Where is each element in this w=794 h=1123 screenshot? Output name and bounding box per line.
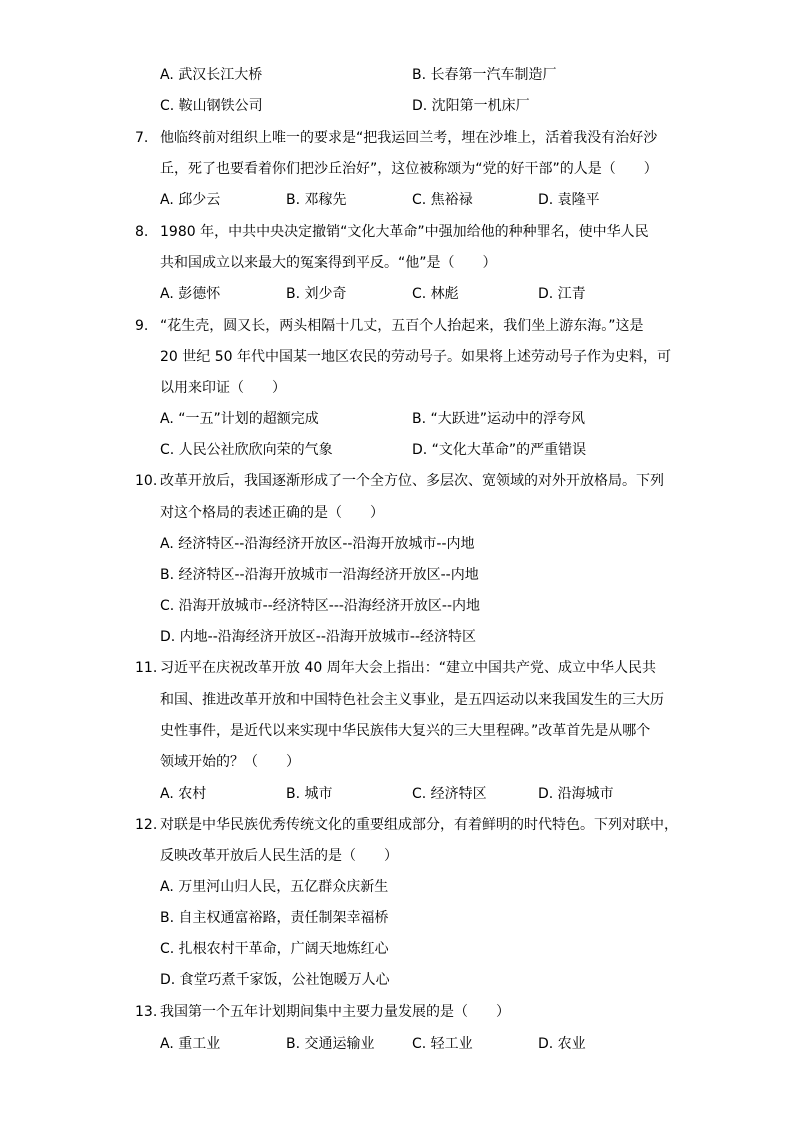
q6-option-d[interactable]: D. 沈阳第一机床厂 <box>412 98 530 114</box>
q11-option-a[interactable]: A. 农村 <box>160 786 207 802</box>
q7-stem-line-1: 他临终前对组织上唯一的要求是“把我运回兰考，埋在沙堆上，活着我没有治好沙 <box>160 130 658 146</box>
q10-option-b[interactable]: B. 经济特区--沿海开放城市一沿海经济开放区--内地 <box>160 567 479 583</box>
q7-option-a[interactable]: A. 邱少云 <box>160 192 221 208</box>
q11-stem-line-1: 习近平在庆祝改革开放 40 周年大会上指出：“建立中国共产党、成立中华人民共 <box>160 660 656 676</box>
q10-option-c[interactable]: C. 沿海开放城市--经济特区---沿海经济开放区--内地 <box>160 598 481 614</box>
q8-stem-line-1: 1980 年，中共中央决定撤销“文化大革命”中强加给他的种种罪名，使中华人民 <box>160 224 649 240</box>
q10-stem-line-1: 改革开放后，我国逐渐形成了一个全方位、多层次、宽领域的对外开放格局。下列 <box>160 473 664 489</box>
q12-option-c[interactable]: C. 扎根农村干革命，广阔天地炼红心 <box>160 941 389 957</box>
q11-number: 11. <box>135 660 158 676</box>
q13-stem-line-1: 我国第一个五年计划期间集中主要力量发展的是（ ） <box>160 1004 510 1020</box>
q9-stem-line-1: “花生壳，圆又长，两头相隔十几丈，五百个人抬起来，我们坐上游东海。”这是 <box>160 318 644 334</box>
q6-option-a[interactable]: A. 武汉长江大桥 <box>160 67 263 83</box>
q7-stem-line-2: 丘，死了也要看着你们把沙丘治好”，这位被称颂为“党的好干部”的人是（ ） <box>160 161 658 177</box>
q11-option-b[interactable]: B. 城市 <box>286 786 333 802</box>
q8-stem-line-2: 共和国成立以来最大的冤案得到平反。“他”是（ ） <box>160 255 497 271</box>
q13-option-a[interactable]: A. 重工业 <box>160 1036 221 1052</box>
q10-stem-line-2: 对这个格局的表述正确的是（ ） <box>160 505 384 521</box>
q13-option-b[interactable]: B. 交通运输业 <box>286 1036 375 1052</box>
q12-option-d[interactable]: D. 食堂巧煮千家饭，公社饱暖万人心 <box>160 972 390 988</box>
q9-option-d[interactable]: D. “文化大革命”的严重错误 <box>412 442 587 458</box>
q6-option-b[interactable]: B. 长春第一汽车制造厂 <box>412 67 557 83</box>
q9-stem-line-3: 以用来印证（ ） <box>160 380 286 396</box>
q9-option-b[interactable]: B. “大跃进”运动中的浮夸风 <box>412 411 586 427</box>
q12-option-b[interactable]: B. 自主权通富裕路，责任制架幸福桥 <box>160 910 389 926</box>
q12-stem-line-2: 反映改革开放后人民生活的是（ ） <box>160 848 398 864</box>
q10-option-d[interactable]: D. 内地--沿海经济开放区--沿海开放城市--经济特区 <box>160 629 476 645</box>
q9-number: 9. <box>135 318 149 334</box>
q7-option-c[interactable]: C. 焦裕禄 <box>412 192 473 208</box>
q7-option-d[interactable]: D. 袁隆平 <box>538 192 600 208</box>
q10-number: 10. <box>135 473 158 489</box>
q13-number: 13. <box>135 1004 158 1020</box>
q6-option-c[interactable]: C. 鞍山钢铁公司 <box>160 98 263 114</box>
q13-option-d[interactable]: D. 农业 <box>538 1036 586 1052</box>
q12-number: 12. <box>135 817 158 833</box>
q8-number: 8. <box>135 224 149 240</box>
q12-option-a[interactable]: A. 万里河山归人民，五亿群众庆新生 <box>160 879 389 895</box>
q8-option-b[interactable]: B. 刘少奇 <box>286 286 347 302</box>
q8-option-a[interactable]: A. 彭德怀 <box>160 286 221 302</box>
q11-option-d[interactable]: D. 沿海城市 <box>538 786 614 802</box>
q11-stem-line-3: 史性事件，是近代以来实现中华民族伟大复兴的三大里程碑。”改革首先是从哪个 <box>160 723 651 739</box>
q11-option-c[interactable]: C. 经济特区 <box>412 786 487 802</box>
q7-number: 7. <box>135 130 149 146</box>
q8-option-d[interactable]: D. 江青 <box>538 286 586 302</box>
q7-option-b[interactable]: B. 邓稼先 <box>286 192 347 208</box>
q13-option-c[interactable]: C. 轻工业 <box>412 1036 473 1052</box>
q11-stem-line-2: 和国、推进改革开放和中国特色社会主义事业，是五四运动以来我国发生的三大历 <box>160 692 664 708</box>
q11-stem-line-4: 领域开始的？（ ） <box>160 754 300 770</box>
q12-stem-line-1: 对联是中华民族优秀传统文化的重要组成部分，有着鲜明的时代特色。下列对联中， <box>160 817 678 833</box>
q9-stem-line-2: 20 世纪 50 年代中国某一地区农民的劳动号子。如果将上述劳动号子作为史料，可 <box>160 349 671 365</box>
q9-option-a[interactable]: A. “一五”计划的超额完成 <box>160 411 319 427</box>
q10-option-a[interactable]: A. 经济特区--沿海经济开放区--沿海开放城市--内地 <box>160 536 475 552</box>
q8-option-c[interactable]: C. 林彪 <box>412 286 459 302</box>
q9-option-c[interactable]: C. 人民公社欣欣向荣的气象 <box>160 442 333 458</box>
